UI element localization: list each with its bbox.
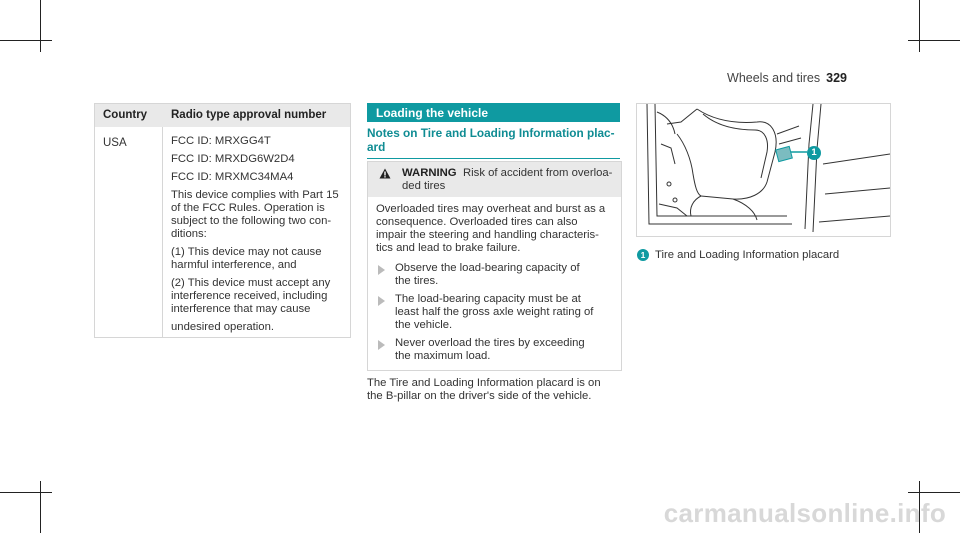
table-line: interference that may cause	[171, 303, 311, 315]
bullet-line: Observe the load-bearing capacity of	[395, 262, 580, 274]
bullet-line: the vehicle.	[395, 319, 453, 331]
warning-box	[367, 161, 622, 371]
section-title-bar	[367, 103, 620, 122]
crop-mark	[40, 0, 41, 52]
crop-mark	[919, 0, 920, 52]
caption-callout-badge: 1	[637, 249, 649, 261]
subheading	[367, 127, 620, 159]
warning-triangle-icon	[379, 168, 391, 179]
warning-text-line: Overloaded tires may overheat and burst as a	[376, 203, 606, 215]
warning-text-line: tics and lead to brake failure.	[376, 242, 521, 254]
placard-figure	[636, 103, 891, 237]
warning-title-line: Risk of accident from overloa-	[463, 167, 613, 179]
bullet-line: least half the gross axle weight rating of	[395, 306, 594, 318]
table-line: (1) This device may not cause	[171, 246, 322, 258]
column-divider	[162, 127, 163, 337]
warning-title-line: ded tires	[402, 180, 446, 192]
page-number: 329	[826, 71, 847, 85]
bullet-line: Never overload the tires by exceeding	[395, 337, 585, 349]
page-header	[727, 71, 847, 85]
table-line: subject to the following two con-	[171, 215, 332, 227]
body-line: The Tire and Loading Information placard is on	[367, 377, 601, 389]
warning-text-line: impair the steering and handling characteris-	[376, 229, 599, 241]
crop-mark	[908, 492, 960, 493]
section-title: Loading the vehicle	[376, 106, 489, 120]
bullet-arrow-icon	[378, 340, 385, 350]
table-header	[95, 104, 350, 127]
car-door-sill-illustration	[637, 104, 890, 236]
table-line: interference received, including	[171, 290, 328, 302]
warning-text-line: consequence. Overloaded tires can also	[376, 216, 578, 228]
table-line: undesired operation.	[171, 321, 275, 333]
crop-mark	[40, 481, 41, 533]
body-line: the B-pillar on the driver's side of the vehicle.	[367, 390, 592, 402]
watermark: carmanualsonline.info	[663, 498, 946, 528]
table-line: FCC ID: MRXMC34MA4	[171, 171, 294, 183]
warning-header	[368, 162, 621, 197]
table-line: (2) This device must accept any	[171, 277, 331, 289]
section-name: Wheels and tires	[727, 71, 821, 85]
table-line: FCC ID: MRXGG4T	[171, 135, 271, 147]
crop-mark	[0, 492, 52, 493]
callout-badge: 1	[807, 146, 821, 160]
table-line: ditions:	[171, 228, 207, 240]
bullet-arrow-icon	[378, 265, 385, 275]
radio-approval-table	[94, 103, 351, 338]
bullet-line: the maximum load.	[395, 350, 491, 362]
bullet-arrow-icon	[378, 296, 385, 306]
bullet-line: the tires.	[395, 275, 439, 287]
subheading-line: Notes on Tire and Loading Information plac-	[367, 126, 615, 140]
cell-country: USA	[103, 137, 127, 149]
table-line: harmful interference, and	[171, 259, 297, 271]
bullet-line: The load-bearing capacity must be at	[395, 293, 581, 305]
table-line: FCC ID: MRXDG6W2D4	[171, 153, 295, 165]
figure-caption: Tire and Loading Information placard	[655, 249, 840, 261]
table-line: This device complies with Part 15	[171, 189, 339, 201]
column-header-country: Country	[103, 109, 148, 121]
table-line: of the FCC Rules. Operation is	[171, 202, 325, 214]
warning-label: WARNING	[402, 167, 457, 179]
column-header-approval: Radio type approval number	[171, 109, 327, 121]
subheading-line: ard	[367, 139, 386, 154]
crop-mark	[908, 40, 960, 41]
crop-mark	[0, 40, 52, 41]
